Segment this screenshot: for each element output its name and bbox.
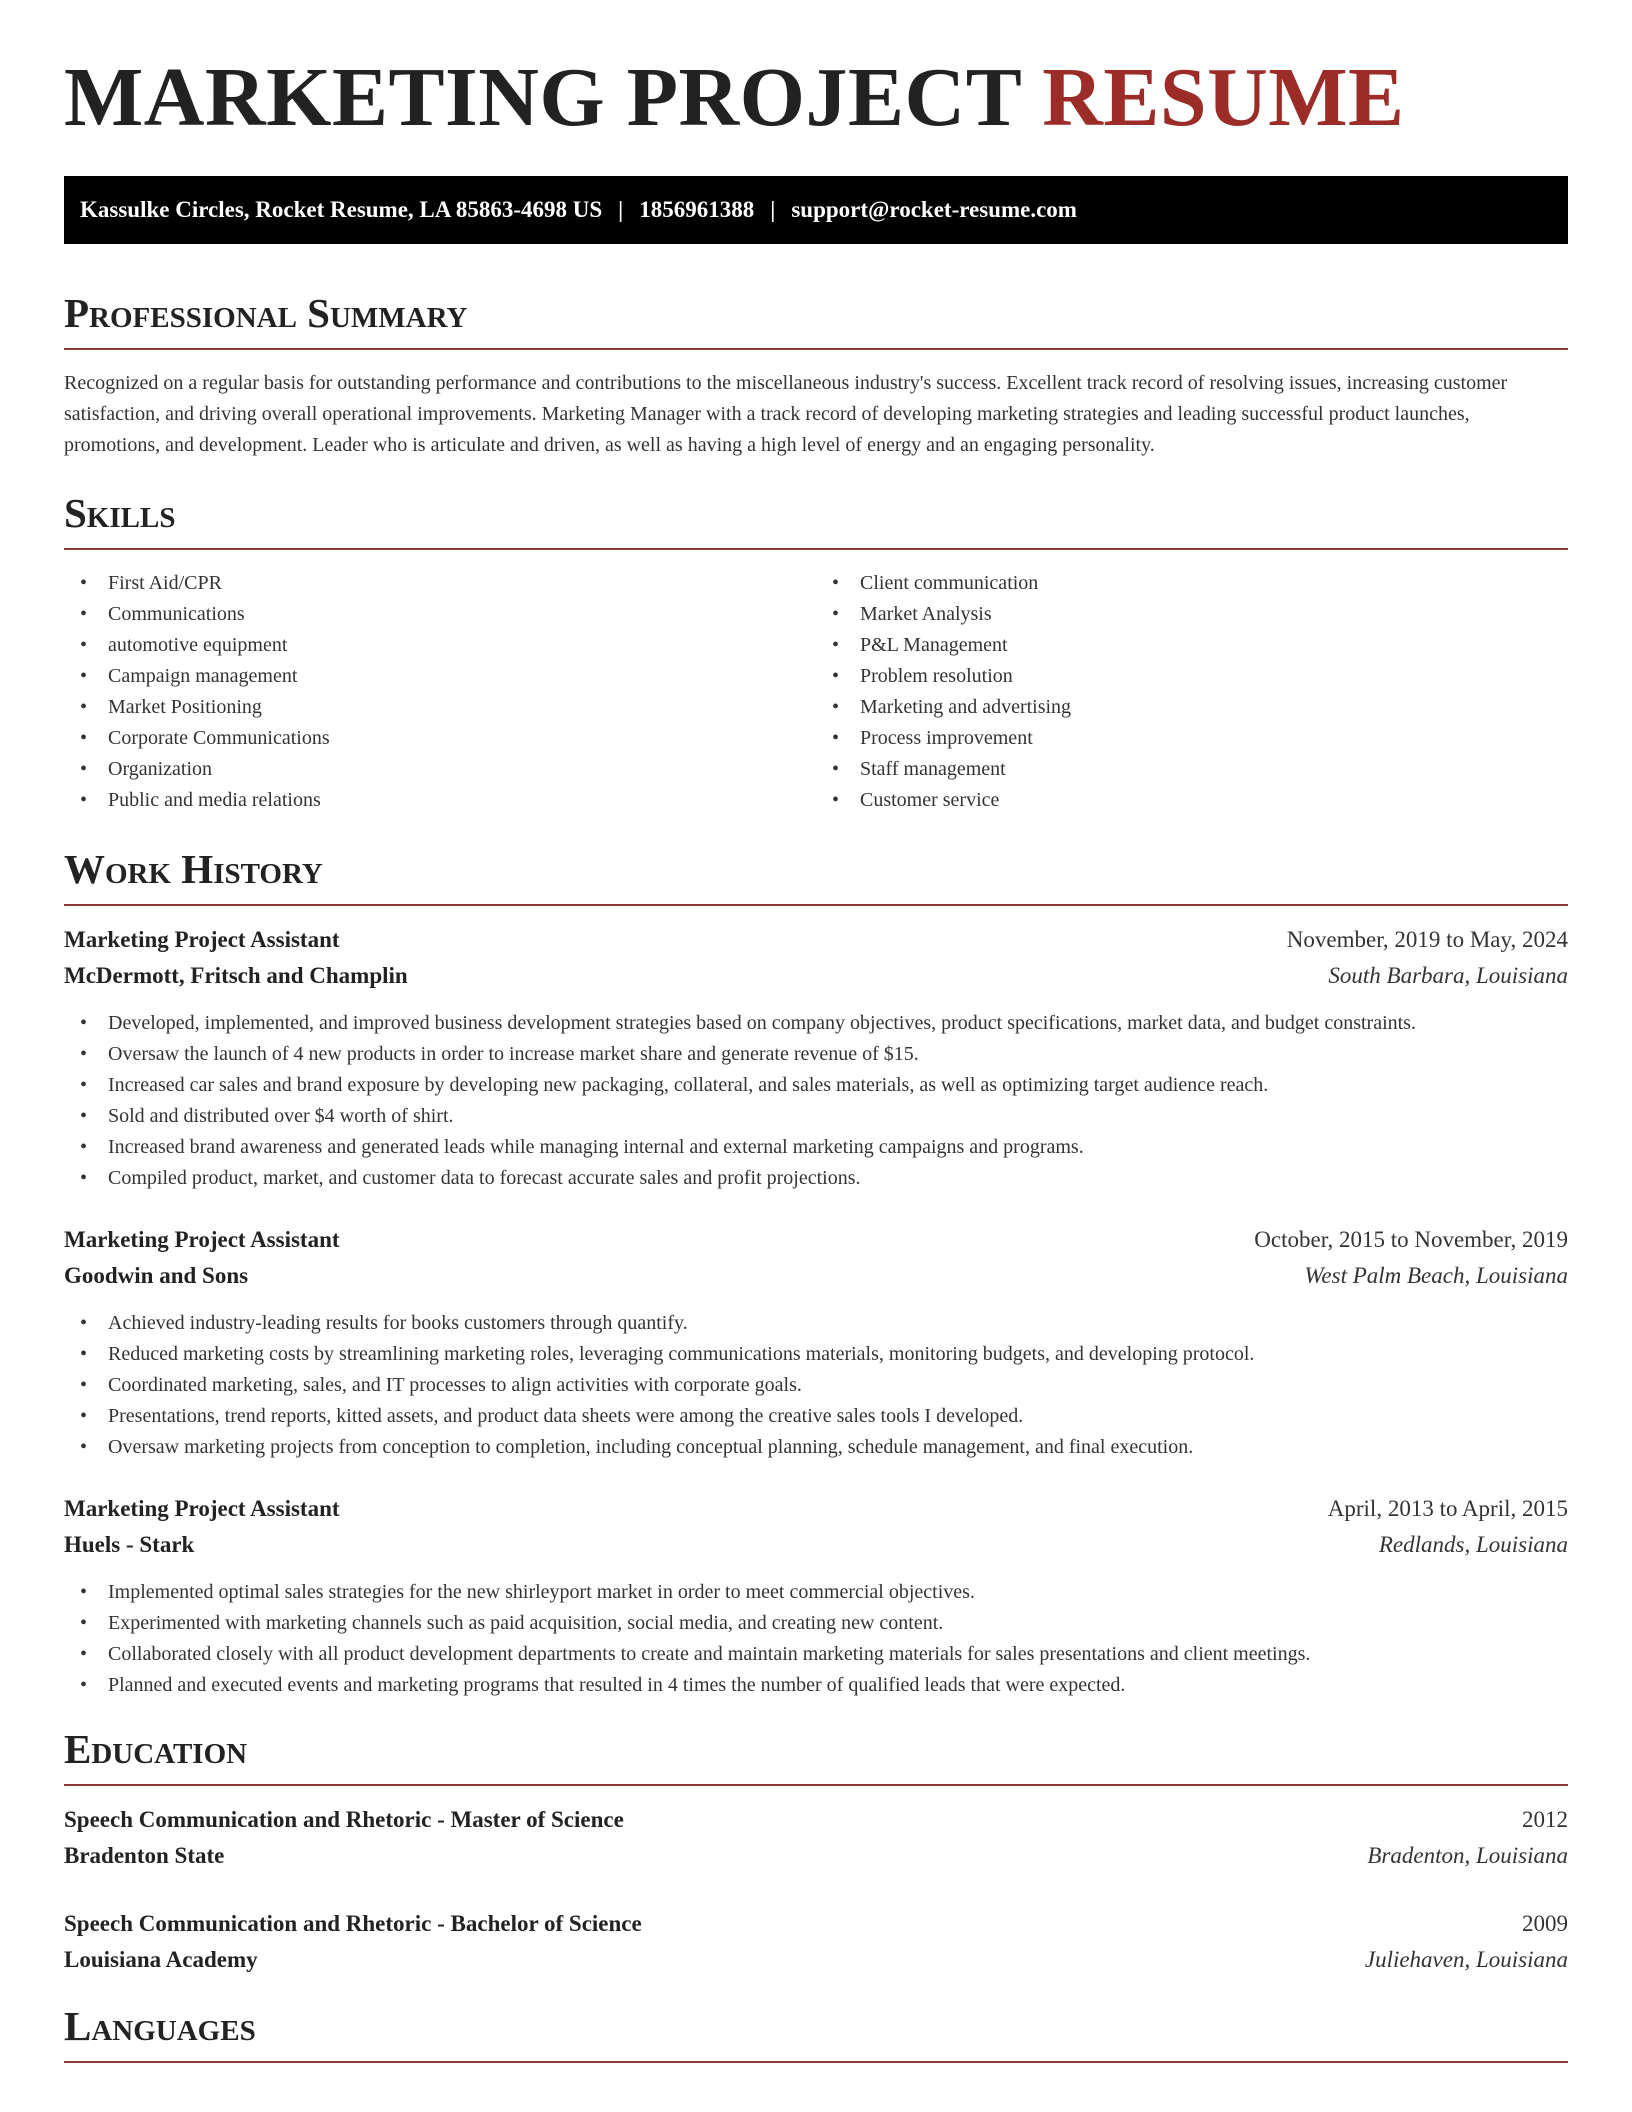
skills-left-column	[64, 568, 816, 816]
job-bullet: • Planned and executed events and marketing programs that resulted in 4 times the number of qualified leads that were expected.	[64, 1670, 1568, 1701]
skill-item: • Public and media relations	[64, 785, 816, 816]
contact-separator: |	[618, 197, 624, 222]
contact-address: Kassulke Circles, Rocket Resume, LA 85863-4698 US	[80, 197, 603, 222]
education-degree: Speech Communication and Rhetoric - Master of Science	[64, 1807, 624, 1832]
skill-item: • automotive equipment	[64, 630, 816, 661]
skill-item: • Campaign management	[64, 661, 816, 692]
job-bullet: • Implemented optimal sales strategies for the new shirleyport market in order to meet commercial objectives.	[64, 1577, 1568, 1608]
job-dates: November, 2019 to May, 2024	[1286, 927, 1568, 952]
education-entry	[64, 1906, 1568, 1978]
job-location: South Barbara, Louisiana	[1328, 963, 1568, 988]
job-company: McDermott, Fritsch and Champlin	[64, 963, 408, 988]
job-company: Goodwin and Sons	[64, 1263, 249, 1288]
job-location: Redlands, Louisiana	[1378, 1532, 1568, 1557]
job-company-row	[64, 1527, 1568, 1563]
job-bullet: • Compiled product, market, and customer data to forecast accurate sales and profit projections.	[64, 1163, 1568, 1194]
contact-phone: 1856961388	[639, 197, 755, 222]
education-school: Bradenton State	[64, 1843, 225, 1868]
skills-grid	[64, 568, 1568, 816]
skill-item: • P&L Management	[816, 630, 1568, 661]
education-degree-row	[64, 1802, 1568, 1838]
skill-item: • Customer service	[816, 785, 1568, 816]
skill-item: • Problem resolution	[816, 661, 1568, 692]
skill-item: • Marketing and advertising	[816, 692, 1568, 723]
job-title: Marketing Project Assistant	[64, 1496, 340, 1521]
skills-right-column	[816, 568, 1568, 816]
contact-separator: |	[770, 197, 776, 222]
education-year: 2009	[1522, 1911, 1568, 1936]
job-bullet: • Experimented with marketing channels such as paid acquisition, social media, and creating new content.	[64, 1608, 1568, 1639]
job-entry	[64, 1491, 1568, 1701]
job-company-row	[64, 958, 1568, 994]
job-dates: April, 2013 to April, 2015	[1327, 1496, 1568, 1521]
job-location: West Palm Beach, Louisiana	[1304, 1263, 1568, 1288]
title-main: MARKETING PROJECT	[64, 51, 1021, 144]
job-bullet: • Oversaw the launch of 4 new products in order to increase market share and generate revenue of $15.	[64, 1039, 1568, 1070]
job-bullet: • Reduced marketing costs by streamlining marketing roles, leveraging communications materials, monitoring budgets, and developing protocol.	[64, 1339, 1568, 1370]
job-title-row	[64, 1491, 1568, 1527]
job-entry	[64, 922, 1568, 1194]
education-degree-row	[64, 1906, 1568, 1942]
education-location: Bradenton, Louisiana	[1367, 1843, 1568, 1868]
job-bullets	[64, 1008, 1568, 1194]
skill-item: • Staff management	[816, 754, 1568, 785]
job-title: Marketing Project Assistant	[64, 927, 340, 952]
skill-item: • Process improvement	[816, 723, 1568, 754]
education-school-row	[64, 1838, 1568, 1874]
job-title-row	[64, 922, 1568, 958]
resume-title	[64, 0, 1568, 144]
job-company: Huels - Stark	[64, 1532, 195, 1557]
job-bullet: • Collaborated closely with all product development departments to create and maintain marketing materials for sales presentations and client meetings.	[64, 1639, 1568, 1670]
contact-email: support@rocket-resume.com	[791, 197, 1077, 222]
job-title: Marketing Project Assistant	[64, 1227, 340, 1252]
title-accent: RESUME	[1042, 51, 1405, 144]
job-bullet: • Increased car sales and brand exposure by developing new packaging, collateral, and sales materials, as well as optimizing target audience reach.	[64, 1070, 1568, 1101]
skill-item: • Market Positioning	[64, 692, 816, 723]
skill-item: • First Aid/CPR	[64, 568, 816, 599]
contact-bar	[64, 176, 1568, 244]
job-bullets	[64, 1308, 1568, 1463]
job-dates: October, 2015 to November, 2019	[1254, 1227, 1568, 1252]
education-school: Louisiana Academy	[64, 1947, 258, 1972]
education-entry	[64, 1802, 1568, 1874]
education-school-row	[64, 1942, 1568, 1978]
work-history-heading: Work History	[64, 849, 1568, 906]
education-location: Juliehaven, Louisiana	[1364, 1947, 1568, 1972]
job-company-row	[64, 1258, 1568, 1294]
summary-heading: Professional Summary	[64, 293, 1568, 350]
skills-heading: Skills	[64, 493, 1568, 550]
skill-item: • Corporate Communications	[64, 723, 816, 754]
languages-heading: Languages	[64, 2006, 1568, 2063]
job-bullet: • Oversaw marketing projects from conception to completion, including conceptual planning, schedule management, and final execution.	[64, 1432, 1568, 1463]
skill-item: • Market Analysis	[816, 599, 1568, 630]
job-title-row	[64, 1222, 1568, 1258]
summary-text: Recognized on a regular basis for outstanding performance and contributions to the miscellaneous industry's success. Excellent track record of resolving issues, increasing customer satisfaction, and driving overall operational improvements. Marketing Manager with a track record of developing marketing strategies and leading successful product launches, promotions, and development. Leader who is articulate and driven, as well as having a high level of energy and an engaging personality.	[64, 372, 1508, 456]
job-bullet: • Sold and distributed over $4 worth of shirt.	[64, 1101, 1568, 1132]
job-bullet: • Presentations, trend reports, kitted assets, and product data sheets were among the creative sales tools I developed.	[64, 1401, 1568, 1432]
education-degree: Speech Communication and Rhetoric - Bachelor of Science	[64, 1911, 642, 1936]
job-bullets	[64, 1577, 1568, 1701]
job-entry	[64, 1222, 1568, 1463]
education-heading: Education	[64, 1729, 1568, 1786]
skill-item: • Communications	[64, 599, 816, 630]
skill-item: • Client communication	[816, 568, 1568, 599]
skill-item: • Organization	[64, 754, 816, 785]
job-bullet: • Achieved industry-leading results for books customers through quantify.	[64, 1308, 1568, 1339]
education-year: 2012	[1522, 1807, 1568, 1832]
job-bullet: • Increased brand awareness and generated leads while managing internal and external marketing campaigns and programs.	[64, 1132, 1568, 1163]
job-bullet: • Developed, implemented, and improved business development strategies based on company objectives, product specifications, market data, and budget constraints.	[64, 1008, 1568, 1039]
job-bullet: • Coordinated marketing, sales, and IT processes to align activities with corporate goals.	[64, 1370, 1568, 1401]
